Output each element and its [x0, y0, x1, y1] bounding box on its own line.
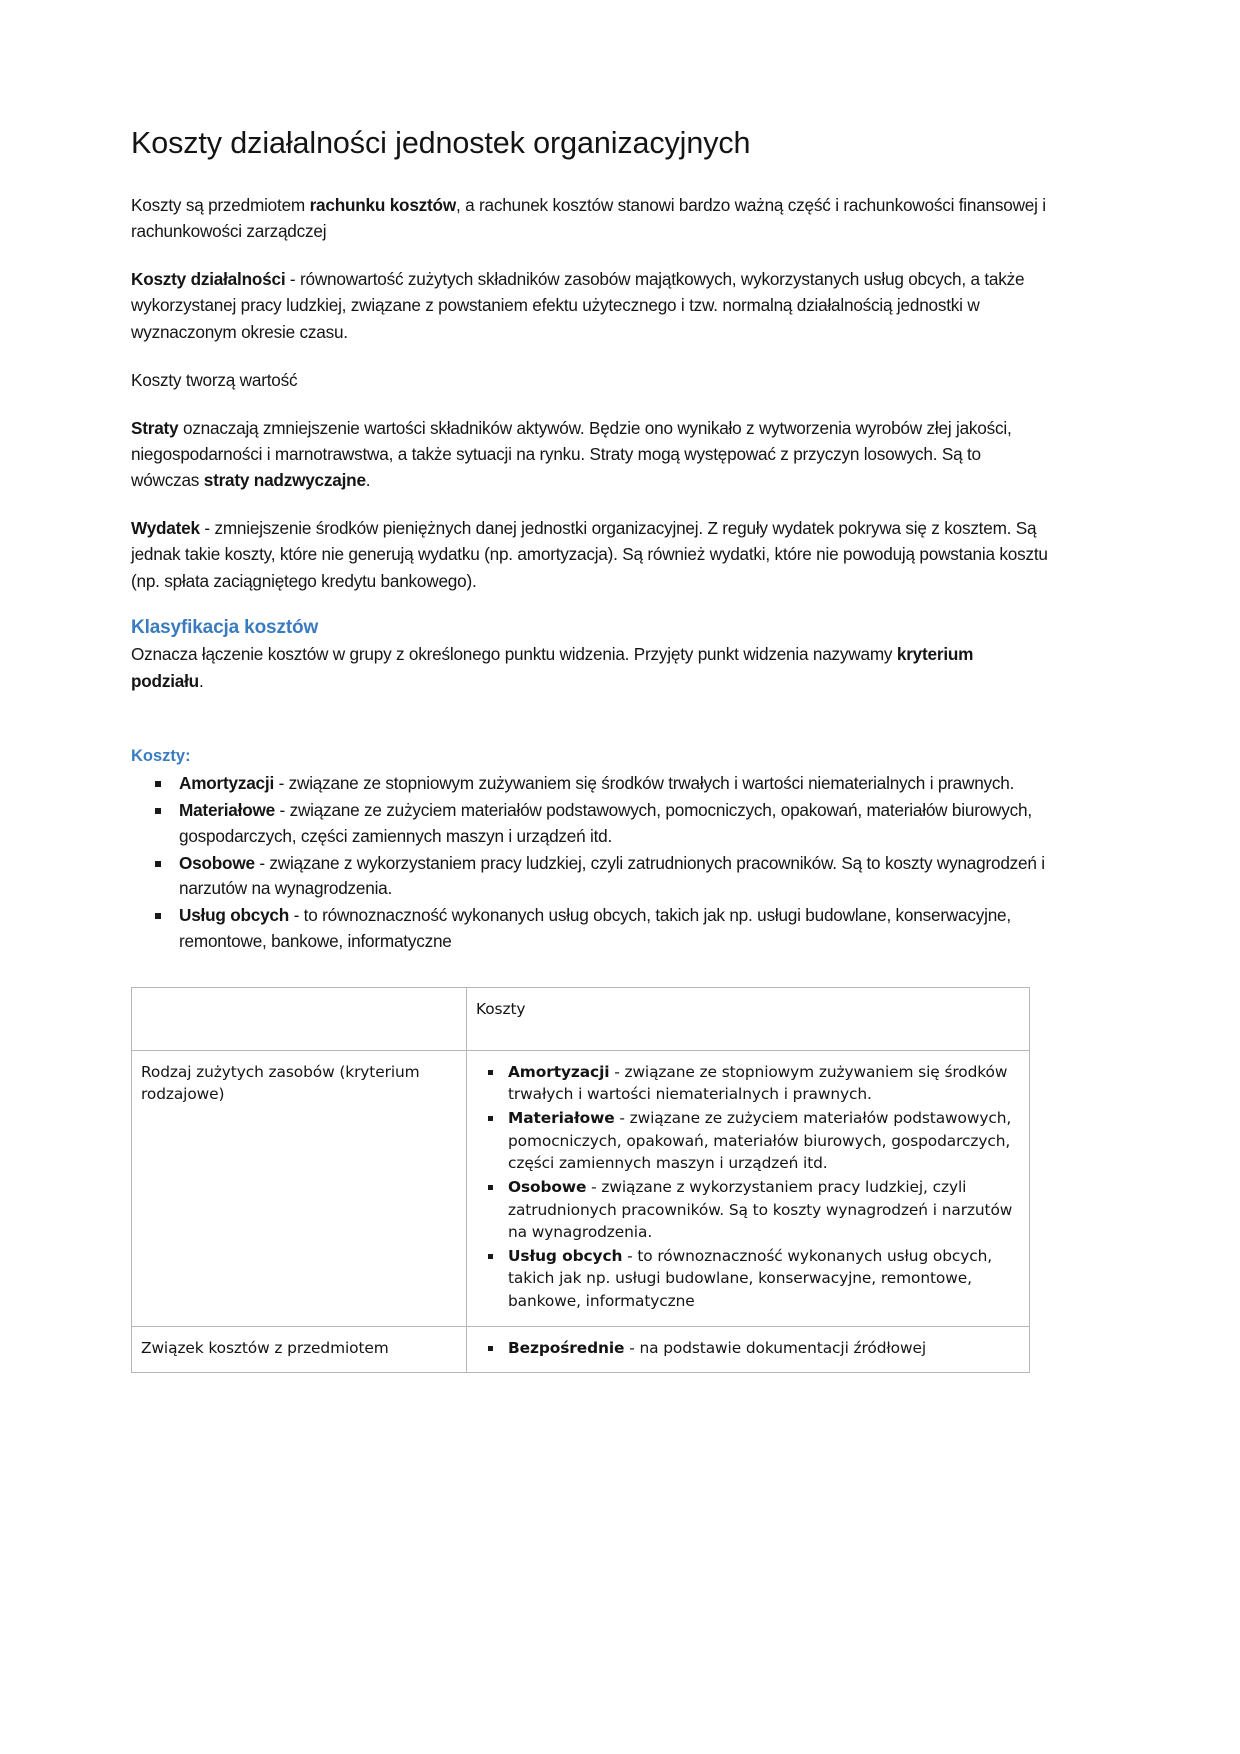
list-item-term: Osobowe	[179, 852, 255, 873]
table-header-row	[132, 987, 1030, 1050]
list-item	[131, 798, 1049, 850]
list-item	[131, 851, 1049, 903]
paragraph-classification-before: Oznacza łączenie kosztów w grupy z określonego punktu widzenia. Przyjęty punkt widzenia nazywamy	[131, 644, 897, 665]
paragraph-classification	[131, 641, 1049, 693]
list-item-text: - to równoznaczność wykonanych usług obcych, takich jak np. usługi budowlane, konserwacyjne, remontowe, bankowe, informatyczne	[179, 905, 1011, 951]
page-title: Koszty działalności jednostek organizacyjnych	[131, 126, 751, 160]
list-item-text: - związane z wykorzystaniem pracy ludzkiej, czyli zatrudnionych pracowników. Są to koszty wynagrodzeń i narzutów na wynagrodzenia.	[179, 852, 1045, 899]
paragraph-expense-bold: Wydatek	[131, 518, 200, 539]
paragraph-losses-tail: .	[365, 470, 371, 491]
list-item-text: - to równoznaczność wykonanych usług obcych, takich jak np. usługi budowlane, konserwacyjne, remontowe, bankowe, informatyczne	[508, 1246, 993, 1311]
paragraph-losses-bold: Straty	[131, 417, 179, 438]
list-item	[476, 1245, 1020, 1313]
list-item-term: Usług obcych	[179, 905, 290, 926]
paragraph-losses-bold2: straty nadzwyczajne	[203, 470, 366, 491]
section-heading-costs: Koszty:	[131, 746, 191, 765]
paragraph-intro-before: Koszty są przedmiotem	[131, 194, 310, 215]
list-item-text: - związane z wykorzystaniem pracy ludzkiej, czyli zatrudnionych pracowników. Są to koszty wynagrodzeń i narzutów na wynagrodzenia.	[508, 1177, 1013, 1242]
table-cell-criterion: Związek kosztów z przedmiotem	[132, 1326, 467, 1373]
paragraph-value: Koszty tworzą wartość	[131, 369, 298, 390]
document-content	[131, 126, 1049, 1373]
list-item-term: Materiałowe	[179, 799, 275, 820]
paragraph-classification-bold: kryterium podziału	[131, 644, 974, 691]
list-item-term: Osobowe	[508, 1177, 587, 1196]
table-cell-bullet-list	[476, 1337, 1020, 1360]
costs-bullet-list	[131, 771, 1049, 955]
paragraph-classification-after: .	[198, 670, 204, 691]
table-cell-costs	[467, 1326, 1030, 1373]
paragraph-intro-bold: rachunku kosztów	[309, 194, 456, 215]
list-item-text: - związane ze stopniowym zużywaniem się środków trwałych i wartości niematerialnych i prawnych.	[274, 773, 1015, 794]
list-item-term: Usług obcych	[508, 1246, 623, 1265]
list-item-text: - na podstawie dokumentacji źródłowej	[624, 1338, 927, 1357]
list-item-term: Amortyzacji	[179, 773, 275, 794]
paragraph-expense	[131, 515, 1049, 593]
list-item-term: Amortyzacji	[508, 1062, 610, 1081]
table-cell-criterion: Rodzaj zużytych zasobów (kryterium rodzajowe)	[132, 1050, 467, 1326]
paragraph-definition	[131, 266, 1049, 344]
list-item-text: - związane ze zużyciem materiałów podstawowych, pomocniczych, opakowań, materiałów biurowych, gospodarczych, części zamiennych maszyn i urządzeń itd.	[179, 799, 1032, 846]
section-heading-classification: Klasyfikacja kosztów	[131, 616, 319, 638]
list-item	[131, 771, 1049, 797]
table-row	[132, 1326, 1030, 1373]
list-item	[476, 1337, 1020, 1360]
table-header-cell-empty	[132, 987, 467, 1050]
paragraph-losses-after: oznaczają zmniejszenie wartości składników aktywów. Będzie ono wynikało z wytworzenia wyrobów złej jakości, niegospodarności i marnotrawstwa, a także sytuacji na rynku. Straty mogą występować z przyczyn losowych. Są to wówczas	[131, 417, 1012, 491]
list-item	[476, 1107, 1020, 1175]
table-header-cell-costs: Koszty	[467, 987, 1030, 1050]
paragraph-definition-bold: Koszty działalności	[131, 269, 286, 290]
list-item-term: Bezpośrednie	[508, 1338, 625, 1357]
table-row	[132, 1050, 1030, 1326]
list-item	[476, 1176, 1020, 1244]
list-item-text: - związane ze stopniowym zużywaniem się środków trwałych i wartości niematerialnych i prawnych.	[508, 1062, 1008, 1104]
list-item	[131, 903, 1049, 955]
list-item-term: Materiałowe	[508, 1109, 615, 1127]
paragraph-intro-after: , a rachunek kosztów stanowi bardzo ważną część i rachunkowości finansowej i rachunkowości zarządczej	[131, 194, 1046, 242]
cost-classification-table	[131, 987, 1030, 1374]
paragraph-intro	[131, 192, 1049, 244]
spacer	[131, 712, 1049, 746]
list-item	[476, 1061, 1020, 1106]
paragraph-expense-after: - zmniejszenie środków pieniężnych danej jednostki organizacyjnej. Z reguły wydatek pokrywa się z kosztem. Są jednak takie koszty, które nie generują wydatku (np. amortyzacja). Są również wydatki, które nie powodują powstania kosztu (np. spłata zaciągniętego kredytu bankowego).	[131, 518, 1048, 591]
table-cell-bullet-list	[476, 1061, 1020, 1313]
list-item-text: - związane ze zużyciem materiałów podstawowych, pomocniczych, opakowań, materiałów biurowych, gospodarczych, części zamiennych maszyn i urządzeń itd.	[508, 1109, 1012, 1173]
table-cell-costs	[467, 1050, 1030, 1326]
paragraph-definition-after: - równowartość zużytych składników zasobów majątkowych, wykorzystanych usług obcych, a także wykorzystanej pracy ludzkiej, związane z powstaniem efektu użytecznego i tzw. normalną działalnością jednostki w wyznaczonym okresie czasu.	[131, 269, 1025, 342]
paragraph-losses	[131, 415, 1049, 493]
